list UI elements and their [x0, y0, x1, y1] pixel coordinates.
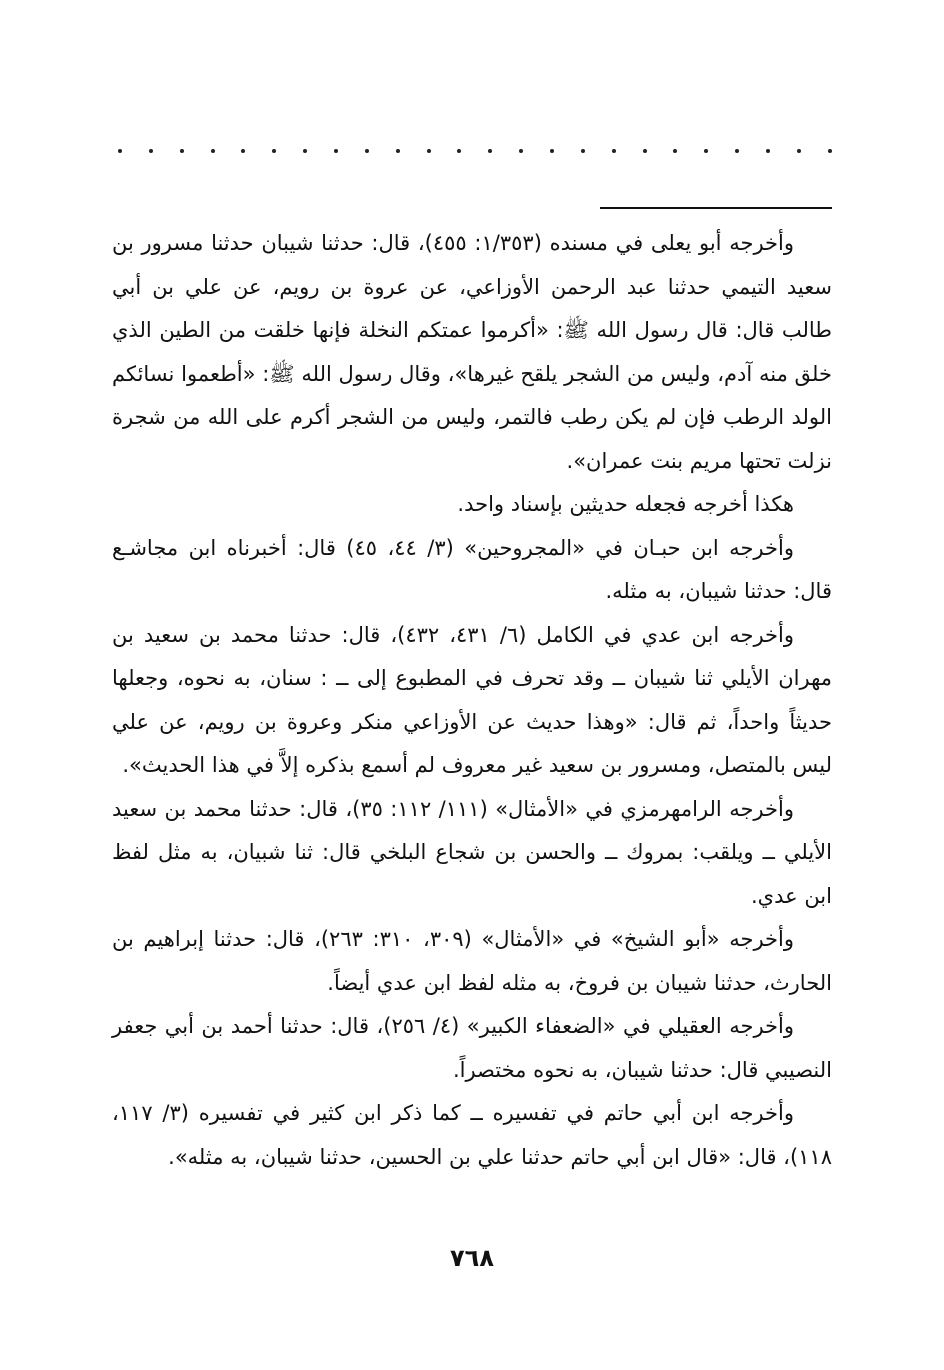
separator-dot	[211, 149, 215, 153]
page-number: ٧٦٨	[450, 1244, 494, 1272]
separator-dot	[427, 149, 431, 153]
separator-dot	[766, 149, 770, 153]
separator-dot	[303, 149, 307, 153]
paragraph: وأخرجه أبو يعلى في مسنده (١/٣٥٣: ٤٥٥)، قال: حدثنا شيبان حدثنا مسرور بن سعيد التيمي حدثنا عبد الرحمن الأوزاعي، عن عروة بن رويم، عن علي بن أبي طالب قال: قال رسول الله ﷺ: «أكرموا عمتكم النخلة فإنها خلقت من الطين الذي خلق منه آدم، وليس من الشجر يلقح غيرها»، وقال رسول الله ﷺ: «أطعموا نسائكم الولد الرطب فإن لم يكن رطب فالتمر، وليس من الشجر أكرم على الله من شجرة نزلت تحتها مريم بنت عمران».	[112, 231, 832, 473]
separator-dot	[550, 149, 554, 153]
paragraph: وأخرجه الرامهرمزي في «الأمثال» (١١١/ ١١٢: ٣٥)، قال: حدثنا محمد بن سعيد الأيلي ــ ويلقب: بمروك ــ والحسن بن شجاع البلخي قال: ثنا شبيان، به مثل لفظ ابن عدي.	[112, 796, 832, 908]
paragraph: وأخرجه ابن عدي في الكامل (٦/ ٤٣١، ٤٣٢)، قال: حدثنا محمد بن سعيد بن مهران الأيلي ثنا شيبان ــ وقد تحرف في المطبوع إلى ــ : سنان، به نحوه، وجعلها حديثاً واحداً، ثم قال: «وهذا حديث عن الأوزاعي منكر وعروة بن رويم، عن علي ليس بالمتصل، ومسرور بن سعيد غير معروف لم أسمع بذكره إلاَّ في هذا الحديث».	[112, 622, 832, 777]
separator-dot	[272, 149, 276, 153]
separator-dot	[704, 149, 708, 153]
separator-dot	[519, 149, 523, 153]
paragraph: وأخرجه ابن حبـان في «المجروحين» (٣/ ٤٤، ٤٥) قال: أخبرناه ابن مجاشـع قال: حدثنا شيبان، به مثله.	[112, 535, 832, 603]
separator-dot	[457, 149, 461, 153]
separator-dot	[581, 149, 585, 153]
footnote-rule	[600, 207, 832, 209]
footnote-text	[112, 222, 832, 1179]
separator-dot	[488, 149, 492, 153]
separator-dot	[396, 149, 400, 153]
separator-dot	[673, 149, 677, 153]
separator-dot	[334, 149, 338, 153]
separator-dot	[735, 149, 739, 153]
separator-dot	[643, 149, 647, 153]
separator-dot	[365, 149, 369, 153]
separator-dot	[180, 149, 184, 153]
paragraph: هكذا أخرجه فجعله حديثين بإسناد واحد.	[457, 492, 794, 516]
separator-dot	[149, 149, 153, 153]
separator-dot	[828, 149, 832, 153]
paragraph: وأخرجه العقيلي في «الضعفاء الكبير» (٤/ ٢٥٦)، قال: حدثنا أحمد بن أبي جعفر النصيبي قال: حدثنا شيبان، به نحوه مختصراً.	[112, 1014, 832, 1082]
separator-dot	[612, 149, 616, 153]
paragraph: وأخرجه «أبو الشيخ» في «الأمثال» (٣٠٩، ٣١٠: ٢٦٣)، قال: حدثنا إبراهيم بن الحارث، حدثنا شيبان بن فروخ، به مثله لفظ ابن عدي أيضاً.	[112, 927, 832, 995]
separator-dot	[797, 149, 801, 153]
separator-dot	[118, 149, 122, 153]
separator-dots	[118, 143, 832, 157]
paragraph: وأخرجه ابن أبي حاتم في تفسيره ــ كما ذكر ابن كثير في تفسيره (٣/ ١١٧، ١١٨)، قال: «قال ابن أبي حاتم حدثنا علي بن الحسين، حدثنا شيبان، به مثله».	[112, 1101, 832, 1169]
separator-dot	[241, 149, 245, 153]
